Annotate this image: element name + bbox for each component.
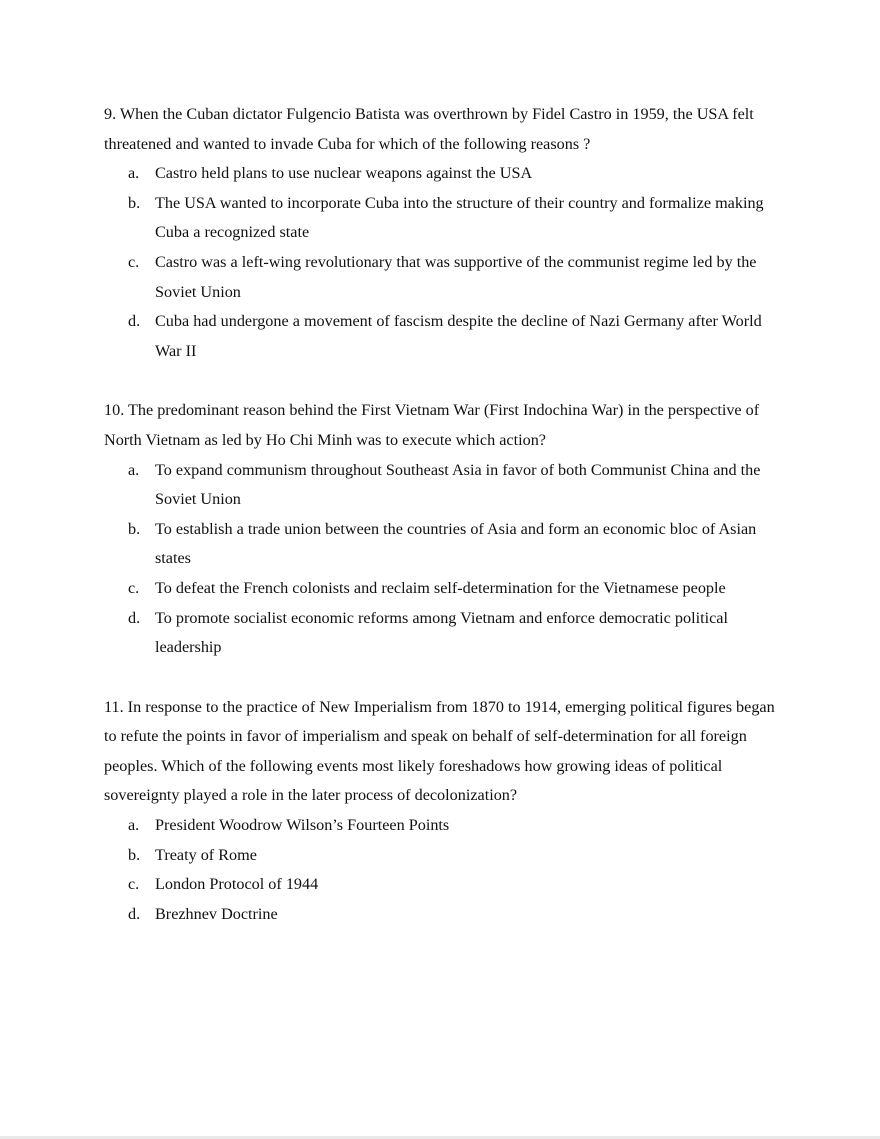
option-text: Cuba had undergone a movement of fascism despite the decline of Nazi Germany after World War II xyxy=(155,312,762,360)
option-text: Treaty of Rome xyxy=(155,845,257,864)
option-9d xyxy=(104,307,784,366)
option-letter: b. xyxy=(128,519,141,538)
option-text: Castro held plans to use nuclear weapons against the USA xyxy=(155,164,533,183)
option-11c xyxy=(104,870,784,900)
option-9c xyxy=(104,248,784,307)
option-text: The USA wanted to incorporate Cuba into the structure of their country and formalize making Cuba a recognized state xyxy=(155,193,764,242)
option-text: To promote socialist economic reforms among Vietnam and enforce democratic political leadership xyxy=(155,608,728,657)
option-text: To expand communism throughout Southeast Asia in favor of both Communist China and the Soviet Union xyxy=(155,460,761,509)
option-letter: d. xyxy=(128,608,141,627)
option-text: To defeat the French colonists and reclaim self-determination for the Vietnamese people xyxy=(155,578,726,597)
option-text: London Protocol of 1944 xyxy=(155,875,319,894)
option-letter: d. xyxy=(128,904,141,923)
question-10-options xyxy=(104,456,784,663)
option-letter: a. xyxy=(128,460,140,479)
option-letter: c. xyxy=(128,875,140,894)
question-9-stem: 9. When the Cuban dictator Fulgencio Batista was overthrown by Fidel Castro in 1959, the USA felt threatened and wanted to invade Cuba for which of the following reasons ? xyxy=(104,105,754,153)
option-11d xyxy=(104,900,784,930)
option-9a xyxy=(104,159,784,189)
question-11 xyxy=(104,693,784,930)
option-10a xyxy=(104,456,784,515)
option-10d xyxy=(104,604,784,663)
option-11a xyxy=(104,811,784,841)
option-letter: c. xyxy=(128,252,140,271)
option-letter: c. xyxy=(128,578,140,597)
option-10c xyxy=(104,574,784,604)
option-10b xyxy=(104,515,784,574)
option-text: President Woodrow Wilson’s Fourteen Points xyxy=(155,816,450,835)
option-letter: a. xyxy=(128,164,140,183)
option-text: Castro was a left-wing revolutionary that was supportive of the communist regime led by the Soviet Union xyxy=(155,252,757,301)
question-10 xyxy=(104,396,784,662)
option-11b xyxy=(104,841,784,871)
option-text: To establish a trade union between the countries of Asia and form an economic bloc of Asian states xyxy=(155,519,757,568)
option-letter: b. xyxy=(128,193,141,212)
question-list xyxy=(104,100,784,959)
option-9b xyxy=(104,189,784,248)
option-letter: b. xyxy=(128,845,141,864)
question-9-options xyxy=(104,159,784,366)
question-11-stem: 11. In response to the practice of New Imperialism from 1870 to 1914, emerging political figures began to refute the points in favor of imperialism and speak on behalf of self-determination for all foreign peoples. Which of the following events most likely foreshadows how growing ideas of political sovereignty played a role in the later process of decolonization? xyxy=(104,697,775,805)
question-9 xyxy=(104,100,784,366)
question-10-stem: 10. The predominant reason behind the First Vietnam War (First Indochina War) in the perspective of North Vietnam as led by Ho Chi Minh was to execute which action? xyxy=(104,401,760,449)
option-text: Brezhnev Doctrine xyxy=(155,904,278,923)
question-11-options xyxy=(104,811,784,929)
option-letter: a. xyxy=(128,816,140,835)
option-letter: d. xyxy=(128,312,141,331)
